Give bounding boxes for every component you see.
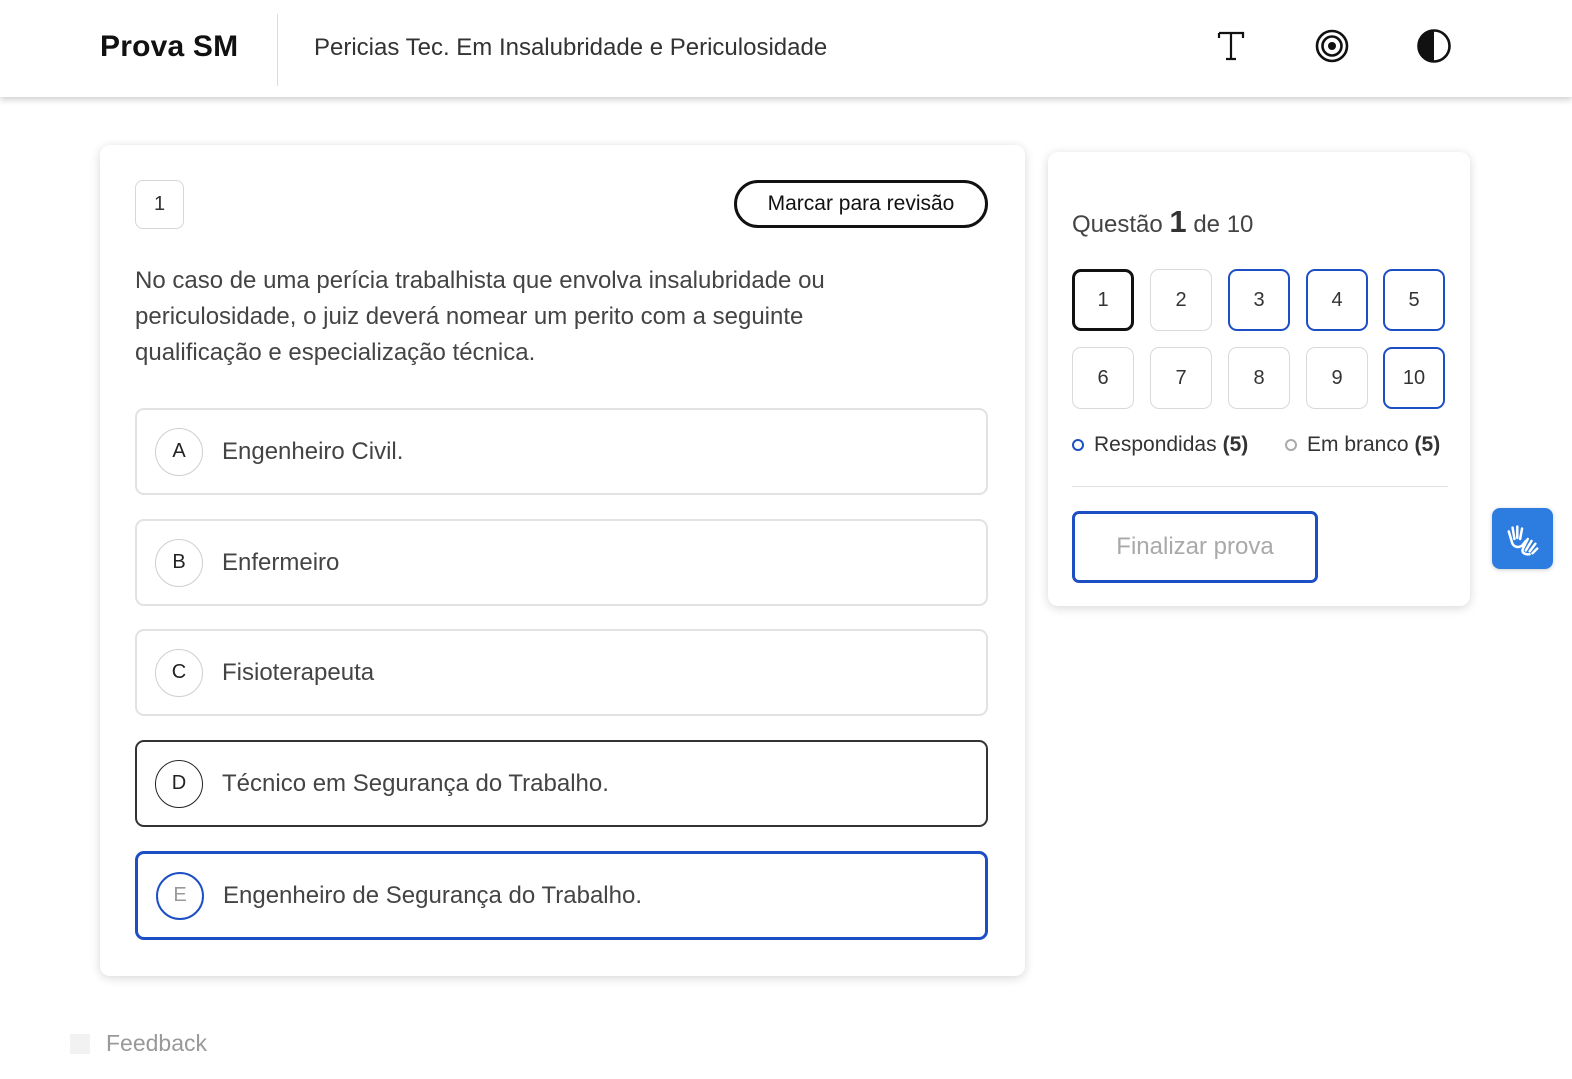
mark-for-review-button[interactable]: Marcar para revisão [734, 180, 988, 228]
focus-mode-button[interactable] [1312, 26, 1352, 66]
question-button-2[interactable]: 2 [1150, 269, 1212, 331]
finish-exam-button[interactable]: Finalizar prova [1072, 511, 1318, 583]
libras-accessibility-button[interactable] [1492, 508, 1553, 569]
legend-answered-label: Respondidas [1094, 433, 1217, 456]
progress-suffix: de 10 [1193, 211, 1254, 238]
option-text: Engenheiro de Segurança do Trabalho. [223, 881, 642, 909]
question-button-8[interactable]: 8 [1228, 347, 1290, 409]
option-d[interactable] [135, 740, 988, 827]
legend-blank-count: (5) [1414, 433, 1441, 456]
target-icon [1314, 28, 1350, 64]
blank-dot-icon [1285, 439, 1297, 451]
option-text: Engenheiro Civil. [222, 437, 404, 465]
legend-answered [1072, 433, 1248, 457]
contrast-icon [1416, 28, 1452, 64]
question-number: 1 [135, 180, 184, 229]
question-button-3[interactable]: 3 [1228, 269, 1290, 331]
exam-title: Pericias Tec. Em Insalubridade e Periculosidade [314, 34, 828, 61]
option-letter: A [155, 428, 203, 476]
question-button-7[interactable]: 7 [1150, 347, 1212, 409]
question-button-1[interactable]: 1 [1072, 269, 1134, 331]
option-letter: E [156, 872, 204, 920]
question-text: No caso de uma perícia trabalhista que envolva insalubridade ou periculosidade, o juiz deverá nomear um perito com a seguinte qualificação e especialização técnica. [135, 267, 825, 366]
progress-indicator [1072, 204, 1253, 240]
answered-dot-icon [1072, 439, 1084, 451]
option-text: Enfermeiro [222, 548, 340, 576]
contrast-button[interactable] [1414, 26, 1454, 66]
legend-blank [1285, 433, 1440, 457]
option-c[interactable] [135, 629, 988, 716]
progress-prefix: Questão [1072, 211, 1163, 238]
option-text: Técnico em Segurança do Trabalho. [222, 769, 609, 797]
feedback-link[interactable] [70, 1030, 207, 1057]
font-size-button[interactable] [1211, 26, 1251, 66]
top-bar [0, 0, 1572, 97]
question-button-10[interactable]: 10 [1383, 347, 1445, 409]
question-button-6[interactable]: 6 [1072, 347, 1134, 409]
question-card [100, 145, 1025, 976]
option-letter: B [155, 539, 203, 587]
sidebar-divider [1072, 486, 1448, 487]
font-size-icon [1213, 28, 1249, 64]
legend-answered-count: (5) [1222, 433, 1249, 456]
question-button-5[interactable]: 5 [1383, 269, 1445, 331]
question-button-9[interactable]: 9 [1306, 347, 1368, 409]
feedback-label: Feedback [106, 1030, 208, 1056]
question-button-4[interactable]: 4 [1306, 269, 1368, 331]
header-divider [277, 14, 278, 86]
option-a[interactable] [135, 408, 988, 495]
question-navigator [1048, 152, 1470, 606]
legend-blank-label: Em branco [1307, 433, 1409, 456]
option-letter: C [155, 649, 203, 697]
brand-logo: Prova SM [100, 30, 239, 63]
status-legend [1072, 433, 1448, 463]
feedback-icon [70, 1034, 90, 1054]
option-e[interactable] [135, 851, 988, 940]
option-b[interactable] [135, 519, 988, 606]
option-text: Fisioterapeuta [222, 658, 375, 686]
libras-hands-icon [1504, 520, 1542, 558]
option-letter: D [155, 760, 203, 808]
progress-current: 1 [1169, 204, 1187, 239]
